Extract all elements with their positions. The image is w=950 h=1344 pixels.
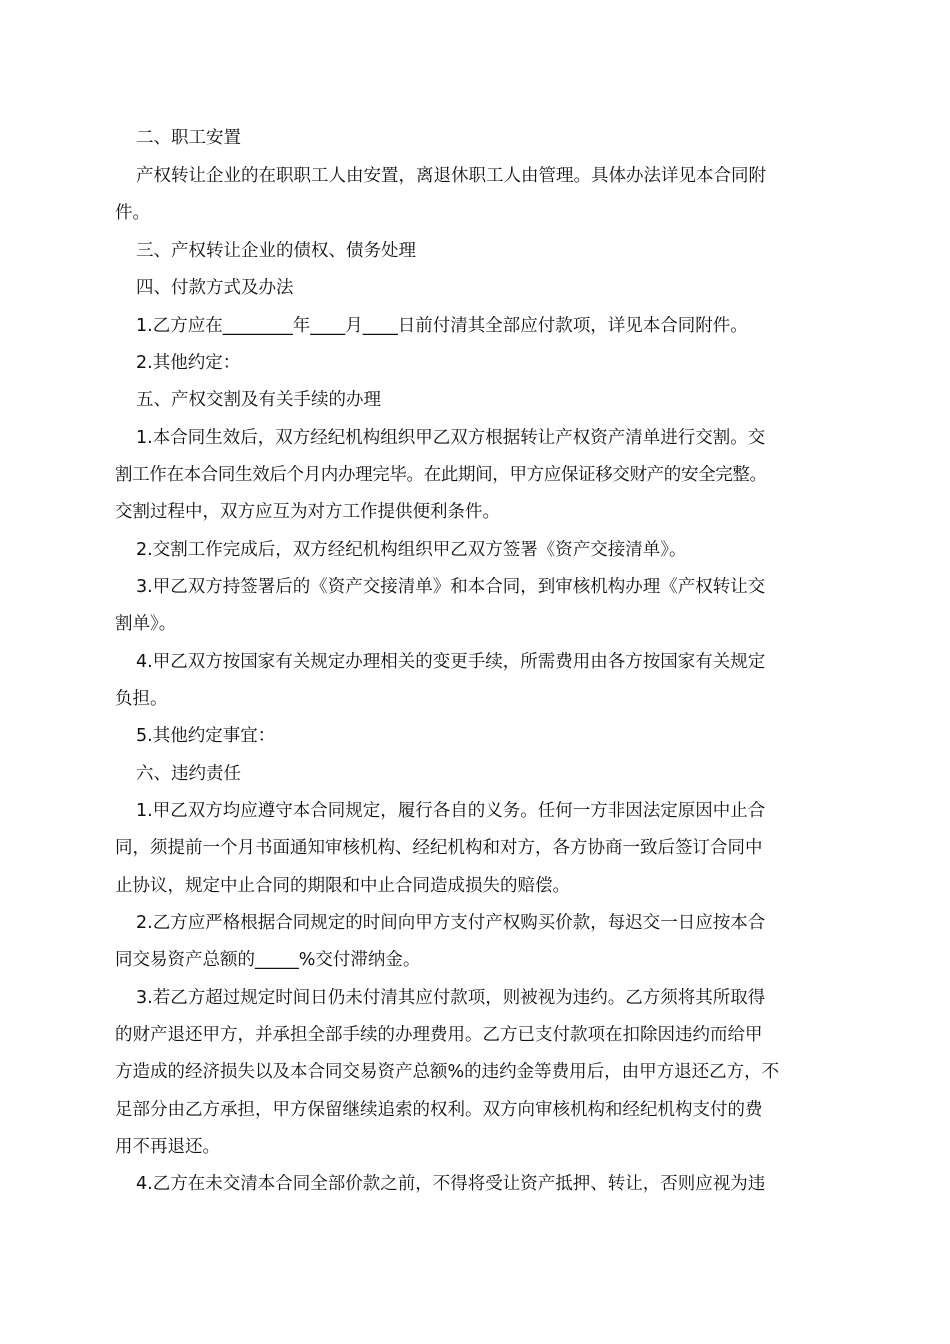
section-heading-3: 三、产权转让企业的债权、债务处理 [136, 241, 416, 261]
paragraph-line: 3.若乙方超过规定时间日仍未付清其应付款项，则被视为违约。乙方须将其所取得 [136, 988, 766, 1008]
paragraph-line: 4.乙方在未交清本合同全部价款之前，不得将受让资产抵押、转让，否则应视为违 [136, 1174, 766, 1194]
section-heading-2: 二、职工安置 [136, 128, 241, 148]
paragraph-line: 2.其他约定： [136, 353, 241, 373]
paragraph-line: 1.甲乙双方均应遵守本合同规定，履行各自的义务。任何一方非因法定原因中止合 [136, 801, 766, 821]
paragraph-line: 件。 [115, 203, 150, 223]
paragraph-line: 止协议，规定中止合同的期限和中止合同造成损失的赔偿。 [115, 876, 570, 896]
paragraph-line: 同，须提前一个月书面通知审核机构、经纪机构和对方，各方协商一致后签订合同中 [115, 838, 763, 858]
paragraph-line: 3.甲乙双方持签署后的《资产交接清单》和本合同，到审核机构办理《产权转让交 [136, 577, 766, 597]
paragraph-line: 割单》。 [115, 614, 177, 634]
paragraph-line: 2.乙方应严格根据合同规定的时间向甲方支付产权购买价款，每迟交一日应按本合 [136, 913, 766, 933]
paragraph-line: 同交易资产总额的_____%交付滞纳金。 [115, 950, 421, 970]
paragraph-line: 产权转让企业的在职职工人由安置，离退休职工人由管理。具体办法详见本合同附 [136, 166, 766, 186]
paragraph-line: 5.其他约定事宜： [136, 726, 276, 746]
paragraph-line: 4.甲乙双方按国家有关规定办理相关的变更手续，所需费用由各方按国家有关规定 [136, 652, 766, 672]
section-heading-6: 六、违约责任 [136, 764, 241, 784]
paragraph-line: 的财产退还甲方，并承担全部手续的办理费用。乙方已支付款项在扣除因违约而给甲 [115, 1025, 763, 1045]
section-heading-5: 五、产权交割及有关手续的办理 [136, 390, 381, 410]
paragraph-line: 用不再退还。 [115, 1137, 220, 1157]
paragraph-line: 方造成的经济损失以及本合同交易资产总额%的违约金等费用后，由甲方退还乙方，不 [115, 1062, 780, 1082]
paragraph-line: 割工作在本合同生效后个月内办理完毕。在此期间，甲方应保证移交财产的安全完整。 [115, 465, 767, 485]
paragraph-line: 2.交割工作完成后，双方经纪机构组织甲乙双方签署《资产交接清单》。 [136, 540, 687, 560]
paragraph-line: 1.乙方应在________年____月____日前付清其全部应付款项，详见本合同附件。 [136, 316, 748, 336]
paragraph-line: 负担。 [115, 689, 168, 709]
paragraph-line: 1.本合同生效后，双方经纪机构组织甲乙双方根据转让产权资产清单进行交割。交 [136, 428, 766, 448]
paragraph-line: 足部分由乙方承担，甲方保留继续追索的权利。双方向审核机构和经纪机构支付的费 [115, 1100, 763, 1120]
section-heading-4: 四、付款方式及办法 [136, 278, 294, 298]
paragraph-line: 交割过程中，双方应互为对方工作提供便利条件。 [115, 502, 500, 522]
